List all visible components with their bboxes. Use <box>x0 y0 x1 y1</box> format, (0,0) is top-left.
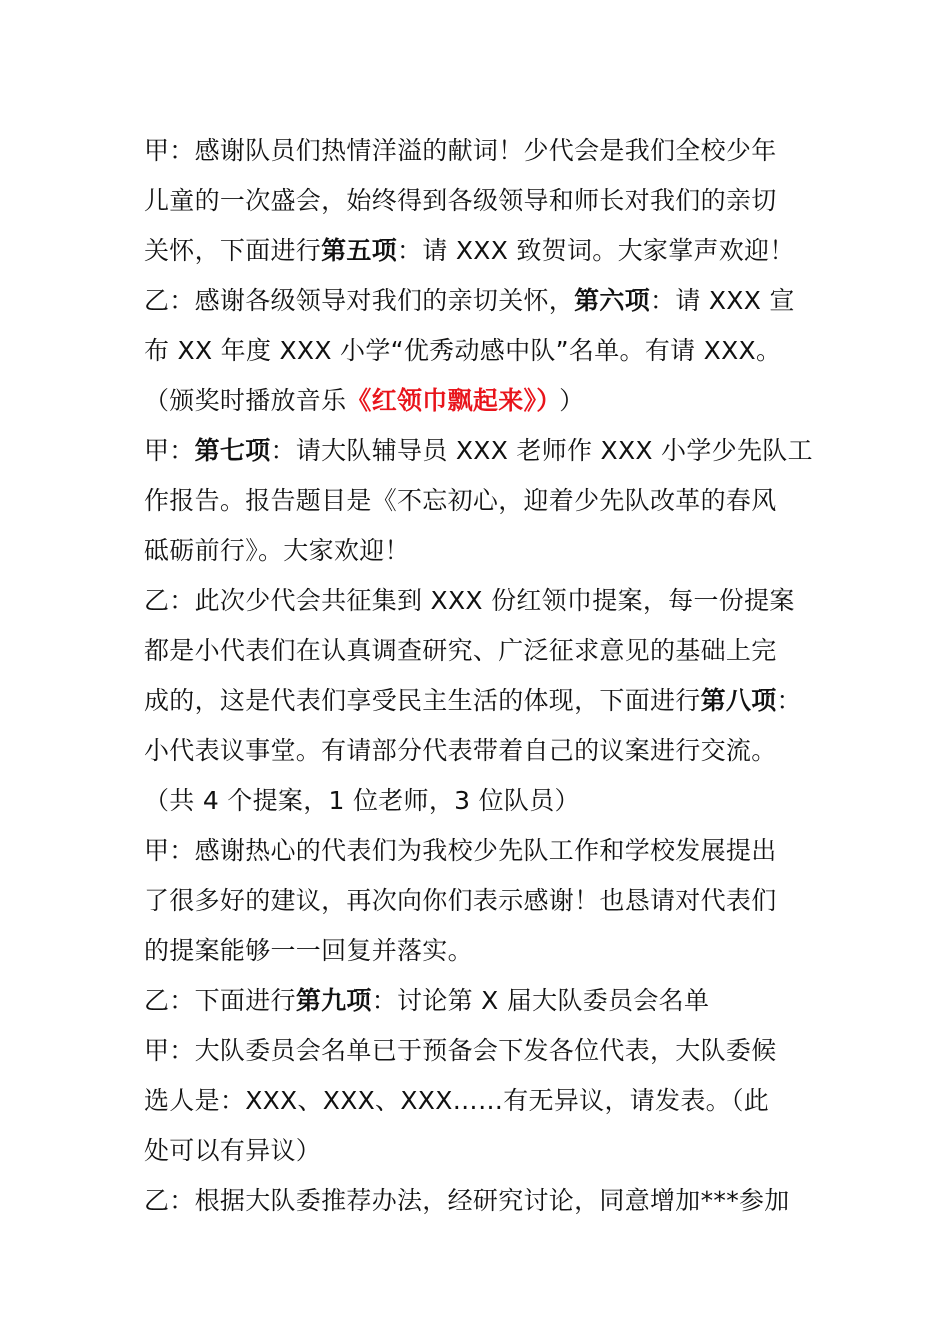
text-line <box>144 676 802 726</box>
text-run: ：请 XXX 宣 <box>650 286 795 315</box>
text-run: ：讨论第 X 届大队委员会名单 <box>371 986 710 1015</box>
text-line <box>144 726 777 776</box>
text-line <box>144 626 777 676</box>
text-run: ： <box>776 686 802 715</box>
text-line <box>144 926 473 976</box>
text-line <box>144 876 777 926</box>
text-run: 选人是：XXX、XXX、XXX……有无异议，请发表。（此 <box>144 1086 770 1115</box>
text-run: ：请大队辅导员 XXX 老师作 XXX 小学少先队工 <box>270 436 813 465</box>
text-run: 都是小代表们在认真调查研究、广泛征求意见的基础上完 <box>144 636 777 665</box>
song-title-red: 《红领巾飘起来》） <box>346 386 550 415</box>
text-run: 乙：根据大队委推荐办法，经研究讨论，同意增加***参加 <box>144 1186 790 1215</box>
item-number-bold: 第五项 <box>321 236 398 265</box>
text-run: 砥砺前行》。大家欢迎！ <box>144 536 410 565</box>
text-run: 乙：下面进行 <box>144 986 296 1015</box>
text-run: 儿童的一次盛会，始终得到各级领导和师长对我们的亲切 <box>144 186 777 215</box>
text-line <box>144 126 777 176</box>
text-line <box>144 476 777 526</box>
text-line <box>144 176 777 226</box>
text-run: 小代表议事堂。有请部分代表带着自己的议案进行交流。 <box>144 736 777 765</box>
text-run: 甲：感谢队员们热情洋溢的献词！少代会是我们全校少年 <box>144 136 777 165</box>
text-run: 的提案能够一一回复并落实。 <box>144 936 473 965</box>
text-line <box>144 776 580 826</box>
text-run: 成的，这是代表们享受民主生活的体现，下面进行 <box>144 686 701 715</box>
text-run: 乙：感谢各级领导对我们的亲切关怀， <box>144 286 575 315</box>
text-line <box>144 1076 769 1126</box>
text-line <box>144 826 777 876</box>
text-run: 甲：大队委员会名单已于预备会下发各位代表，大队委候 <box>144 1036 777 1065</box>
text-line <box>144 976 709 1026</box>
item-number-bold: 第七项 <box>194 436 271 465</box>
text-line <box>144 426 813 476</box>
text-run: （共 4 个提案，1 位老师，3 位队员） <box>144 786 580 815</box>
text-line <box>144 526 410 576</box>
text-line <box>144 1026 777 1076</box>
text-run: 甲：感谢热心的代表们为我校少先队工作和学校发展提出 <box>144 836 777 865</box>
text-line <box>144 1126 321 1176</box>
text-run: 关怀，下面进行 <box>144 236 322 265</box>
text-run: 甲： <box>144 436 195 465</box>
text-line <box>144 576 795 626</box>
text-run: 乙：此次少代会共征集到 XXX 份红领巾提案，每一份提案 <box>144 586 795 615</box>
text-line <box>144 226 795 276</box>
item-number-bold: 第八项 <box>700 686 777 715</box>
text-line <box>144 1176 790 1226</box>
text-run: （颁奖时播放音乐 <box>144 386 347 415</box>
text-line <box>144 326 781 376</box>
text-run: 了很多好的建议，再次向你们表示感谢！也恳请对代表们 <box>144 886 777 915</box>
text-line <box>144 376 584 426</box>
item-number-bold: 第六项 <box>574 286 651 315</box>
text-run: ：请 XXX 致贺词。大家掌声欢迎！ <box>397 236 795 265</box>
text-run: 布 XX 年度 XXX 小学“优秀动感中队”名单。有请 XXX。 <box>144 336 782 365</box>
item-number-bold: 第九项 <box>295 986 372 1015</box>
text-run: 作报告。报告题目是《不忘初心，迎着少先队改革的春风 <box>144 486 777 515</box>
text-line <box>144 276 795 326</box>
text-run: 处可以有异议） <box>144 1136 322 1165</box>
text-run: ） <box>559 386 585 415</box>
